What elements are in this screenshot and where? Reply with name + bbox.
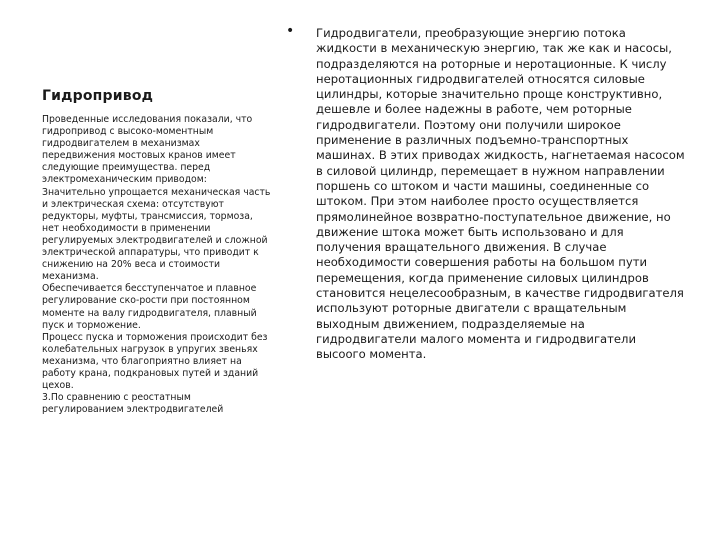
right-column <box>286 23 686 363</box>
left-column <box>42 88 272 416</box>
left-paragraph-1: Проведенные исследования показали, что гидропривод с высоко-моментным гидродвигателем в механизмах передвижения мостовых кранов имеет следующие преимущества. перед электромеханическим приводом: <box>42 114 253 186</box>
bullet-icon: • <box>286 23 295 39</box>
right-paragraph: Гидродвигатели, преобразующие энергию потока жидкости в механическую энергию, так же как и насосы, подразделяются на роторные и неротационные. К числу неротационных гидродвигателей относятся силовые цилиндры, которые значительно проще конструктивно, дешевле и более надежны в работе, чем роторные гидродвигатели. Поэтому они получили широкое применение в различных подъемно-транспортных машинах. В этих приводах жидкость, нагнетаемая насосом в силовой цилиндр, перемещает в нужном направлении поршень со штоком и части машины, соединенные со штоком. При этом наиболее просто осуществляется прямолинейное возвратно-поступательное движение, но движение штока может быть использовано и для получения вращательного движения. В случае необходимости совершения работы на большом пути перемещения, когда применение силовых цилиндров становится нецелесообразным, в качестве гидродвигателя используют роторные двигатели с вращательным выходным движением, подразделяемые на гидродвигатели малого момента и гидродвигатели высоого момента. <box>316 26 685 362</box>
left-paragraph-3: Обеспечивается бесступенчатое и плавное регулирование ско-рости при постоянном моменте на валу гидродвигателя, плавный пуск и торможение. <box>42 283 257 331</box>
slide-title: Гидропривод <box>42 88 154 104</box>
left-paragraph-2: Значительно упрощается механическая часть и электрическая схема: отсутствуют редукторы, муфты, трансмиссия, тормоза, нет необходимости в применении регулируемых электродвигателей и сложной электрической аппаратуры, что приводит к снижению на 20% веса и стоимости механизма. <box>42 186 271 283</box>
left-paragraph-4: Процесс пуска и торможения происходит без колебательных нагрузок в упругих звеньях механизма, что благоприятно влияет на работу крана, подкрановых путей и зданий цехов. <box>42 331 268 392</box>
left-paragraph-5: 3.По сравнению с реостатным регулированием электродвигателей <box>42 392 224 416</box>
